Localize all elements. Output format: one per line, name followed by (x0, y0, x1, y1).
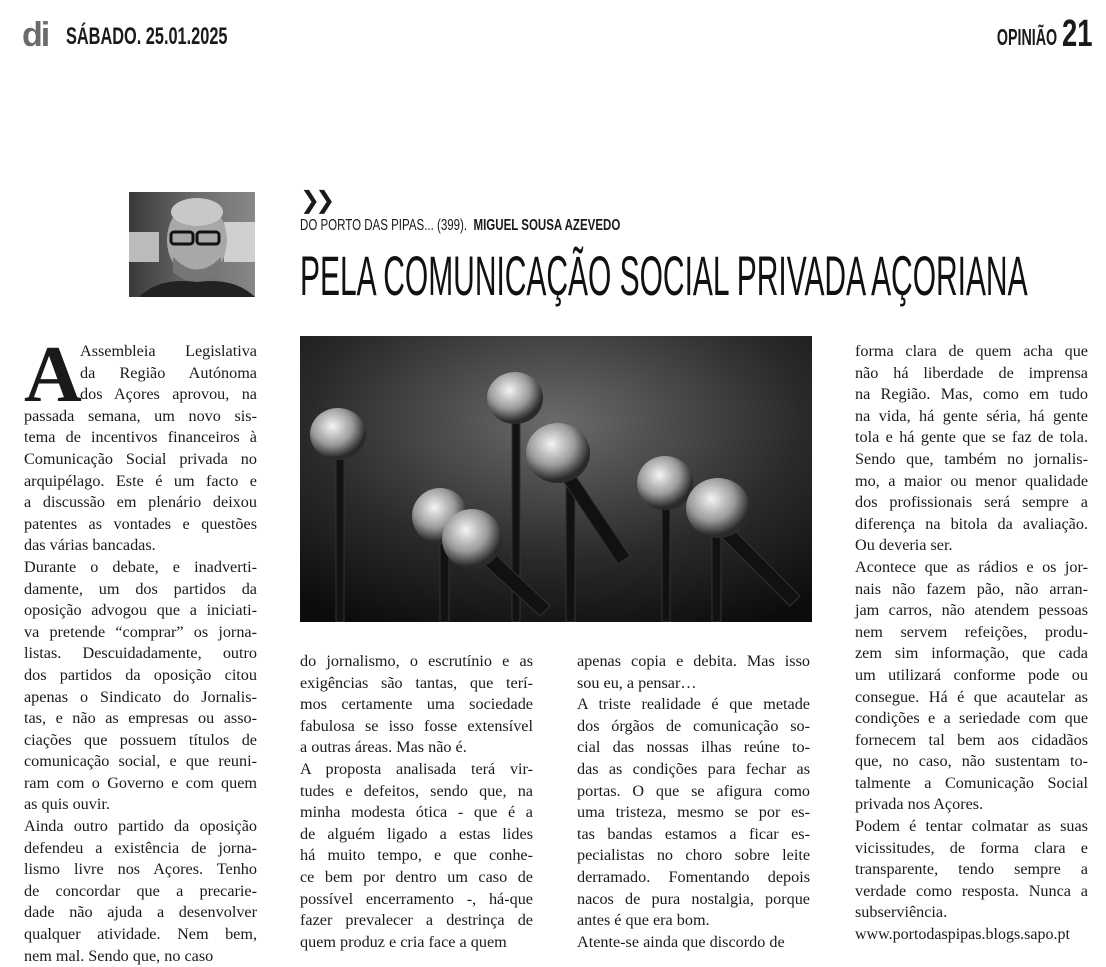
text-line: nacos de pura nostalgia, porque (577, 889, 810, 908)
kicker (300, 217, 745, 235)
paragraph (300, 759, 533, 953)
text-line: dos órgãos de comunicação so- (577, 716, 810, 735)
text-line: pecialistas no choro sobre leite (577, 846, 810, 865)
text-line: nais não fazem pão, não arran- (855, 579, 1088, 598)
text-line: Atente-se ainda que discordo de (577, 932, 785, 951)
text-line: lismo livre nos Açores. Tenho (24, 860, 257, 879)
microphones-photo (300, 336, 812, 622)
text-line: consegue. Há é que acautelar as (855, 687, 1088, 706)
text-line: passada semana, um novo sis- (24, 406, 257, 425)
article-column-1 (24, 331, 257, 967)
column-name: DO PORTO DAS PIPAS... (399). (300, 217, 468, 234)
text-line: ram com o Governo e com quem (24, 773, 257, 792)
text-line: de concordar que a precarie- (24, 881, 257, 900)
paragraph (577, 651, 810, 694)
article-column-4 (855, 341, 1088, 924)
text-line: jam carros, não atendem pessoas (855, 601, 1088, 620)
paragraph (855, 557, 1088, 816)
text-line: talmente a Comunicação Social (855, 773, 1088, 792)
text-line: Sendo que, também no jornalis- (855, 449, 1088, 468)
text-line: patentes as vontades e questões (24, 514, 257, 533)
text-line: derramado. Fomentando depois (577, 867, 810, 886)
section-label-text: OPINIÃO (996, 24, 1058, 50)
text-line: dos profissionais será sempre a (855, 493, 1088, 512)
paragraph (855, 341, 1088, 557)
paragraph (24, 331, 257, 557)
text-line: minha modesta ótica - que é a (300, 803, 533, 822)
drop-cap: A (24, 331, 82, 419)
text-line: privada nos Açores. (855, 795, 984, 814)
text-line: sou eu, a pensar… (577, 673, 697, 692)
text-line: dos partidos da oposição citou (24, 665, 257, 684)
text-line: dade não ajuda a desenvolver (24, 903, 257, 922)
text-line: a outras áreas. Mas não é. (300, 738, 467, 757)
text-line: arquipélago. Este é um facto e (24, 471, 257, 490)
text-line: que, no caso, não sustentam to- (855, 752, 1088, 771)
text-line: comunicação social, e que reuni- (24, 752, 257, 771)
text-line: va pretende “comprar” os jorna- (24, 622, 257, 641)
text-line: subserviência. (855, 903, 948, 922)
text-line: vicissitudes, de forma clara e (855, 838, 1088, 857)
text-line: diferença na bitola da avaliação. (855, 514, 1088, 533)
text-line: Acontece que as rádios e os jor- (855, 557, 1088, 576)
section-label (960, 24, 1058, 50)
text-line: listas. Descuidadamente, outro (24, 644, 257, 663)
text-line: Ainda outro partido da oposição (24, 817, 257, 836)
text-line: verdade como resposta. Nunca a (855, 881, 1088, 900)
newspaper-logo: di (22, 16, 49, 54)
text-line: apenas o Sindicato do Jornalis- (24, 687, 257, 706)
text-line: zem sim informação, que cada (855, 644, 1088, 663)
headline-text: PELA COMUNICAÇÃO SOCIAL PRIVADA AÇORIANA (300, 244, 1028, 307)
issue-date-text: SÁBADO. 25.01.2025 (66, 23, 228, 50)
text-line: damente, um dos partidos da (24, 579, 257, 598)
double-chevron-right-icon: ❯❯ (300, 186, 331, 214)
author-name: MIGUEL SOUSA AZEVEDO (473, 217, 621, 234)
paragraph (577, 694, 810, 932)
text-line: A proposta analisada terá vir- (300, 759, 533, 778)
text-line: Podem é tentar colmatar as suas (855, 817, 1088, 836)
text-line: apenas copia e debita. Mas isso (577, 652, 810, 670)
text-line: nem servem refeições, produ- (855, 622, 1088, 641)
text-line: mo, a maior ou menor qualidade (855, 471, 1088, 490)
text-line: tudes e defeitos, sendo que, na (300, 781, 533, 800)
paragraph (24, 816, 257, 967)
article-column-3 (577, 651, 810, 953)
text-line: uma tristeza, mesmo se por es- (577, 803, 810, 822)
text-line: de alguém ligado a estas lides (300, 824, 533, 843)
text-line: Ou deveria ser. (855, 536, 953, 555)
text-line: antes é que era bom. (577, 911, 710, 930)
page-number (1062, 14, 1104, 54)
text-line: nem mal. Sendo que, no caso (24, 946, 214, 965)
text-line: transparente, tendo sempre a (855, 860, 1088, 879)
text-line: exigências são tantas, que terí- (300, 673, 533, 692)
text-line: há muito tempo, e que conhe- (300, 846, 533, 865)
text-line: Assembleia Legislativa (80, 342, 257, 360)
text-line: qualquer atividade. Nem bem, (24, 925, 257, 944)
headline (300, 244, 1106, 307)
text-line: cial das nossas ilhas reúne to- (577, 738, 810, 757)
text-line: na Região. Mas, como em tudo (855, 385, 1088, 404)
text-line: não há liberdade de imprensa (855, 363, 1088, 382)
text-line: defendeu a existência de jorna- (24, 838, 257, 857)
text-line: das várias bancadas. (24, 536, 156, 555)
blog-url: www.portodaspipas.blogs.sapo.pt (855, 926, 1070, 943)
text-line: Durante o debate, e inadverti- (24, 557, 257, 576)
text-line: fabulosa se isso fosse extensível (300, 716, 533, 735)
text-line: quem produz e cria face a quem (300, 932, 507, 951)
text-line: ciações que possuem títulos de (24, 730, 257, 749)
text-line: oposição advogou que a iniciati- (24, 601, 257, 620)
text-line: na vida, há gente séria, há gente (855, 406, 1088, 425)
text-line: um utilizará conforme pode ou (855, 665, 1088, 684)
paragraph (24, 557, 257, 816)
issue-date (66, 24, 303, 50)
text-line: tas bandas estamos a ficar es- (577, 824, 810, 843)
text-line: tema de incentivos financeiros à (24, 428, 257, 447)
text-line: das as condições para fechar as (577, 759, 810, 778)
text-line: as quis ouvir. (24, 795, 110, 814)
text-line: A triste realidade é que metade (577, 695, 810, 714)
text-line: da Região Autónoma (80, 363, 257, 382)
article-column-2 (300, 651, 533, 953)
text-line: portas. O que se afigura como (577, 781, 810, 800)
text-line: forma clara de quem acha que (855, 342, 1088, 360)
author-photo (129, 192, 255, 297)
text-line: mos certamente uma sociedade (300, 695, 533, 714)
text-line: fornecem tal bem aos cidadãos (855, 730, 1088, 749)
text-line: tas, e não as empresas ou asso- (24, 709, 257, 728)
paragraph (577, 932, 810, 954)
text-line: possível encerramento -, há-que (300, 889, 533, 908)
text-line: Comunicação Social privada no (24, 449, 257, 468)
text-line: dos Açores aprovou, na (80, 385, 257, 404)
paragraph (300, 651, 533, 759)
text-line: condições e a seriedade com que (855, 709, 1088, 728)
page-number-text: 21 (1062, 13, 1093, 55)
text-line: do jornalismo, o escrutínio e as (300, 652, 533, 670)
text-line: ce bem por dentro um caso de (300, 867, 533, 886)
text-line: a discussão em plenário deixou (24, 493, 257, 512)
paragraph (855, 816, 1088, 924)
text-line: tola e há gente que se faz de tola. (855, 428, 1088, 447)
text-line: fazer prevalecer a destrinça de (300, 911, 533, 930)
